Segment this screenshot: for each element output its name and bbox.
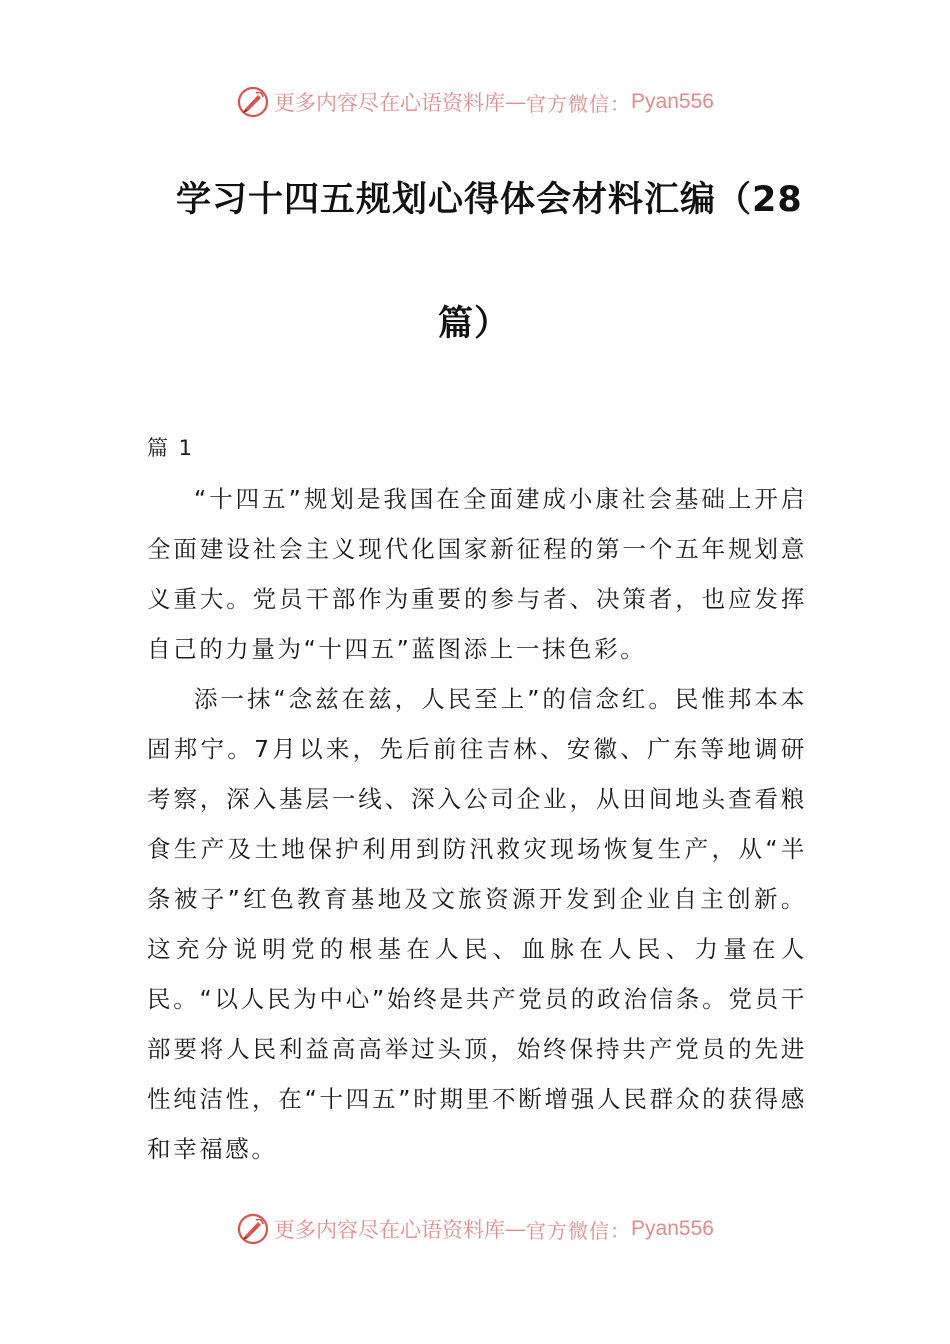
document-title-line2: 篇） [438,304,511,344]
watermark-contact-label: 官方微信： [526,1218,632,1243]
watermark-text: 更多内容尽在心语资料库 [274,91,506,115]
footer-watermark [0,1209,950,1249]
pen-logo-icon [236,1212,270,1246]
section-label: 篇 1 [147,436,195,460]
body-paragraph-2: 添一抹“念兹在兹，人民至上”的信念红。民惟邦本本固邦宁。7月以来，先后前往吉林、安徽、广东等地调研考察，深入基层一线、深入公司企业，从田间地头查看粮食生产及土地保护利用到防汛救灾现场恢复生产，从“半条被子”红色教育基地及文旅资源开发到企业自主创新。这充分说明党的根基在人民、血脉在人民、力量在人民。“以人民为中心”始终是共产党员的政治信条。党员干部要将人民利益高高举过头顶，始终保持共产党员的先进性纯洁性，在“十四五”时期里不断增强人民群众的获得感和幸福感。 [147,685,807,1163]
watermark-separator: — [505,90,527,114]
body-paragraph-1: “十四五”规划是我国在全面建成小康社会基础上开启全面建设社会主义现代化国家新征程的第一个五年规划意义重大。党员干部作为重要的参与者、决策者，也应发挥自己的力量为“十四五”蓝图添上一抹色彩。 [147,485,807,663]
watermark-separator: — [505,1217,527,1241]
watermark-text: 更多内容尽在心语资料库 [274,1218,506,1242]
watermark-contact-id: Pyan556 [631,1217,714,1240]
watermark-contact-id: Pyan556 [631,90,714,113]
pen-logo-icon [236,85,270,119]
document-title-line1: 学习十四五规划心得体会材料汇编（28 [176,180,803,220]
header-watermark [0,82,950,122]
watermark-contact-label: 官方微信： [526,91,632,116]
